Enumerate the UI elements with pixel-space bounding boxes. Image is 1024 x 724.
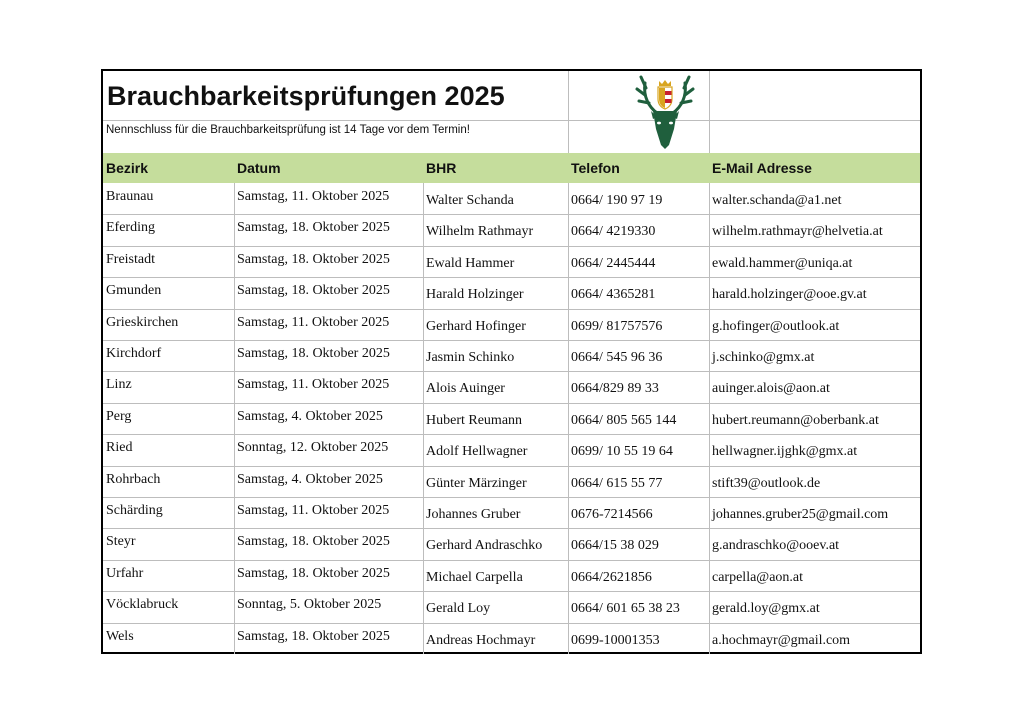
cell-email: walter.schanda@a1.net — [712, 193, 842, 208]
cell-bhr: Gerald Loy — [426, 601, 491, 617]
cell-datum: Samstag, 11. Oktober 2025 — [237, 503, 390, 518]
cell-telefon: 0699/ 81757576 — [571, 318, 663, 334]
cell-datum: Samstag, 4. Oktober 2025 — [237, 471, 383, 487]
cell-bezirk: Steyr — [106, 534, 136, 550]
cell-datum: Samstag, 18. Oktober 2025 — [237, 220, 390, 236]
cell-datum: Sonntag, 5. Oktober 2025 — [237, 597, 382, 613]
cell-bezirk: Urfahr — [106, 565, 144, 581]
cell-telefon: 0699-10001353 — [571, 632, 660, 648]
cell-bhr: Gerhard Hofinger — [426, 318, 526, 334]
cell-datum: Samstag, 11. Oktober 2025 — [237, 189, 390, 204]
cell-datum: Samstag, 18. Oktober 2025 — [237, 251, 390, 267]
cell-datum: Samstag, 18. Oktober 2025 — [237, 346, 390, 361]
cell-bezirk: Rohrbach — [106, 471, 161, 487]
title-col-divider-1 — [568, 71, 569, 153]
cell-datum: Samstag, 4. Oktober 2025 — [237, 408, 383, 424]
cell-bezirk: Linz — [106, 377, 132, 393]
cell-telefon: 0664/ 4365281 — [571, 287, 656, 303]
table-row — [103, 528, 920, 559]
cell-email: stift39@outlook.de — [712, 475, 821, 491]
table-row — [103, 371, 920, 402]
cell-bezirk: Freistadt — [106, 251, 155, 267]
cell-bhr: Andreas Hochmayr — [426, 632, 536, 648]
cell-telefon: 0664/ 805 565 144 — [571, 412, 677, 428]
table-row — [103, 214, 920, 245]
cell-bhr: Wilhelm Rathmayr — [426, 224, 534, 240]
cell-telefon: 0664/15 38 029 — [571, 538, 659, 554]
cell-bezirk: Grieskirchen — [106, 314, 179, 330]
cell-bezirk: Perg — [106, 408, 132, 424]
cell-datum: Samstag, 11. Oktober 2025 — [237, 377, 390, 393]
cell-datum: Samstag, 18. Oktober 2025 — [237, 565, 390, 581]
cell-bezirk: Kirchdorf — [106, 346, 162, 361]
cell-bhr: Günter Märzinger — [426, 475, 527, 491]
cell-email: carpella@aon.at — [712, 569, 804, 585]
cell-bhr: Alois Auinger — [426, 381, 505, 397]
table-row — [103, 403, 920, 434]
cell-email: g.hofinger@outlook.at — [712, 318, 840, 334]
cell-bezirk: Ried — [106, 440, 133, 456]
cell-telefon: 0699/ 10 55 19 64 — [571, 444, 673, 460]
cell-email: wilhelm.rathmayr@helvetia.at — [712, 224, 883, 240]
table-row — [103, 623, 920, 654]
cell-telefon: 0664/ 615 55 77 — [571, 475, 663, 491]
cell-bhr: Walter Schanda — [426, 193, 514, 208]
cell-email: johannes.gruber25@gmail.com — [712, 507, 889, 522]
cell-email: a.hochmayr@gmail.com — [712, 632, 851, 648]
cell-bezirk: Eferding — [106, 220, 155, 236]
table-row — [103, 497, 920, 528]
table-row — [103, 277, 920, 308]
cell-bhr: Ewald Hammer — [426, 255, 515, 271]
cell-bezirk: Vöcklabruck — [106, 597, 179, 613]
cell-telefon: 0664/ 190 97 19 — [571, 193, 663, 208]
title-col-divider-2 — [709, 71, 710, 153]
cell-datum: Samstag, 11. Oktober 2025 — [237, 314, 390, 330]
cell-bhr: Johannes Gruber — [426, 507, 521, 522]
cell-telefon: 0664/ 4219330 — [571, 224, 656, 240]
exam-schedule-sheet — [101, 69, 922, 654]
cell-email: gerald.loy@gmx.at — [712, 601, 820, 617]
cell-bhr: Hubert Reumann — [426, 412, 523, 428]
cell-telefon: 0664/ 2445444 — [571, 255, 656, 271]
table-row — [103, 560, 920, 591]
table-row — [103, 309, 920, 340]
cell-telefon: 0664/ 601 65 38 23 — [571, 601, 680, 617]
cell-bezirk: Wels — [106, 628, 134, 644]
cell-email: harald.holzinger@ooe.gv.at — [712, 287, 867, 303]
cell-bezirk: Braunau — [106, 189, 154, 204]
cell-bhr: Michael Carpella — [426, 569, 523, 585]
table-row — [103, 183, 920, 214]
cell-datum: Samstag, 18. Oktober 2025 — [237, 283, 390, 299]
cell-telefon: 0664/ 545 96 36 — [571, 350, 663, 365]
cell-telefon: 0664/2621856 — [571, 569, 652, 585]
cell-bhr: Harald Holzinger — [426, 287, 524, 303]
table-row — [103, 434, 920, 465]
table-row — [103, 246, 920, 277]
col-header-email: E-Mail Adresse — [712, 160, 812, 176]
cell-bhr: Jasmin Schinko — [426, 350, 515, 365]
table-row — [103, 340, 920, 371]
col-header-datum: Datum — [237, 160, 281, 176]
cell-bhr: Adolf Hellwagner — [426, 444, 528, 460]
col-header-bhr: BHR — [426, 160, 457, 176]
stag-head-emblem-icon — [633, 73, 697, 151]
cell-email: j.schinko@gmx.at — [712, 350, 815, 365]
cell-telefon: 0676-7214566 — [571, 507, 653, 522]
cell-email: hubert.reumann@oberbank.at — [712, 412, 879, 428]
deadline-note: Nennschluss für die Brauchbarkeitsprüfung ist 14 Tage vor dem Termin! — [106, 124, 470, 136]
col-header-telefon: Telefon — [571, 160, 620, 176]
cell-email: ewald.hammer@uniqa.at — [712, 255, 853, 271]
cell-bezirk: Schärding — [106, 503, 163, 518]
cell-email: g.andraschko@ooev.at — [712, 538, 840, 554]
table-row — [103, 466, 920, 497]
cell-datum: Samstag, 18. Oktober 2025 — [237, 534, 390, 550]
cell-bezirk: Gmunden — [106, 283, 162, 299]
title-divider — [103, 120, 920, 121]
cell-email: hellwagner.ijghk@gmx.at — [712, 444, 858, 460]
cell-datum: Sonntag, 12. Oktober 2025 — [237, 440, 389, 456]
page-title: Brauchbarkeitsprüfungen 2025 — [107, 81, 505, 111]
cell-datum: Samstag, 18. Oktober 2025 — [237, 628, 390, 644]
cell-email: auinger.alois@aon.at — [712, 381, 830, 397]
table-row — [103, 591, 920, 622]
cell-bhr: Gerhard Andraschko — [426, 538, 543, 554]
col-header-bezirk: Bezirk — [106, 160, 149, 176]
cell-telefon: 0664/829 89 33 — [571, 381, 659, 397]
